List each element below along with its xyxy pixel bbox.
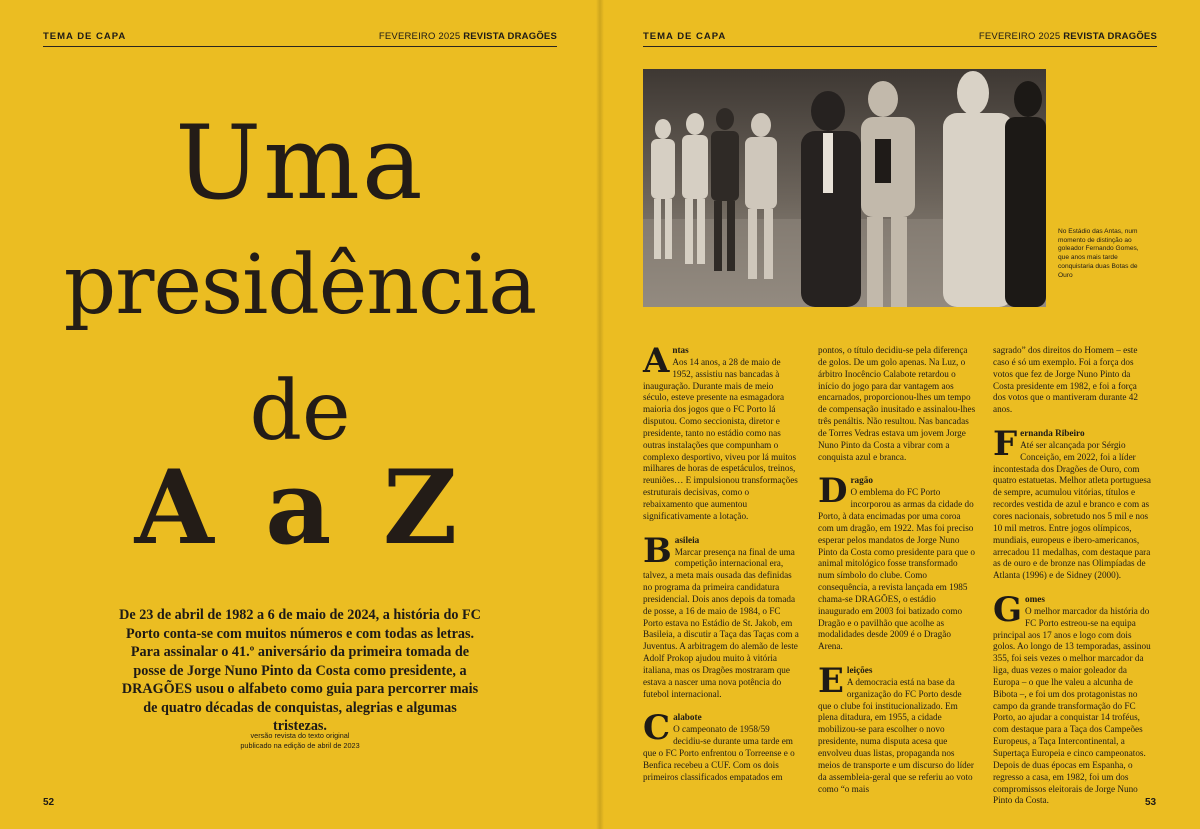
credit-line-1: versão revista do texto original (250, 731, 350, 740)
text-column-1 (643, 341, 801, 796)
section-label: TEMA DE CAPA (43, 31, 127, 42)
entry-eleicoes (818, 661, 976, 795)
title-line-3: de (249, 364, 351, 459)
entry-heading: leições (846, 665, 873, 676)
text-column-3 (993, 345, 1151, 819)
drop-cap: B (643, 530, 672, 571)
entry-eleicoes-cont (993, 345, 1151, 416)
right-running-header (643, 28, 1157, 47)
entry-text: pontos, o título decidiu-se pela diferença de golos. De um golo apenas. Na Luz, o árbitro Inocêncio Calabote retardou o início do jogo para dar vantagem aos encarnados, proporcionou-lhes um tempo de compensação inusitado e assinalou-lhes três penáltis. Não resultou. Nas bancadas de Torres Vedras estava um jovem Jorge Nuno Pinto da Costa a vibrar com a conquista azul e branca. (818, 345, 976, 462)
entry-antas (643, 341, 801, 523)
entry-text: sagrado” dos direitos do Homem – este caso é só um exemplo. Foi a força dos votos que fez de Jorge Nuno Pinto da Costa presidente em 1982, e foi a força dos votos que o mantiveram durante 42 anos. (993, 345, 1138, 415)
entry-text: Até ser alcançada por Sérgio Conceição, em 2022, foi a líder incontestada dos Dragões de Ouro, com quatro estatuetas. Melhor atleta portuguesa de sempre, acumulou vitórias, títulos e recordes vestida de azul e branco e com as cores nacionais, sobretudo nos 5 mil e nos 10 mil metros. Entre jogos olímpicos, mundiais, europeus e ibero-americanos, arrecadou 11 medalhas, com destaque para as de ouro e de bronze nas Olimpíadas de Atlanta (1996) e de Sidney (2000). (993, 439, 1151, 581)
credit-note (200, 731, 400, 751)
title-line-1: Uma (175, 104, 425, 223)
title-line-4: A a Z (134, 448, 466, 568)
drop-cap: C (643, 708, 671, 749)
entry-dragao (818, 471, 976, 653)
entry-text: A democracia está na base da organização do FC Porto desde que o clube foi institucionalizado. Em plena ditadura, em 1955, a cidade mobilizou-se para escolher o novo presidente, numa disputa acesa que envolveu duas listas, propaganda nos meios de transporte e um discurso do líder da assembleia-geral que se referiu ao voto como “o mais (818, 676, 974, 794)
entry-text: Aos 14 anos, a 28 de maio de 1952, assistiu nas bancadas à inauguração. Durante mais de meio século, esteve presente na esmagadora maioria dos jogos que o FC Porto lá disputou. Como seccionista, diretor e presidente, tanto no estádio como nas outras instalações que compunham o complexo desportivo, viveu por lá muitos milhares de horas de espetáculos, treinos, reuniões… E impulsionou transformações estruturais decisivas, como o rebaixamento que aumentou significativamente a lotação. (643, 356, 798, 521)
entry-fernanda-ribeiro (993, 424, 1151, 582)
entry-heading: alabote (673, 712, 702, 723)
entry-calabote (643, 708, 801, 783)
issue-label (979, 31, 1157, 42)
entry-calabote-cont (818, 345, 976, 463)
entry-text: O emblema do FC Porto incorporou as armas da cidade do Porto, à data encimadas por uma coroa com um dragão, em 1922. Mas foi preciso esperar pelos mandatos de Jorge Nuno Pinto da Costa como presidente para que o animal mitológico fosse transformado num símbolo do clube. Como consequência, a revista lançada em 1985 chama-se DRAGÕES, o estádio inaugurado em 2003 foi batizado como Dragão e o pavilhão que acolhe as modalidades desde 2009 é o Dragão Arena. (818, 487, 975, 652)
archive-photo (643, 69, 1046, 307)
entry-heading: ragão (850, 475, 873, 486)
entry-basileia (643, 530, 801, 701)
page-number-left: 52 (43, 797, 55, 808)
entry-gomes (993, 590, 1151, 807)
issue-date: FEVEREIRO 2025 (978, 31, 1061, 42)
left-running-header (43, 28, 557, 47)
intro-paragraph: De 23 de abril de 1982 a 6 de maio de 2024, a história do FC Porto conta-se com muitos números e com todas as letras. Para assinalar o 41.º aniversário da primeira tomada de posse de Jorge Nuno Pinto da Costa como presidente, a DRAGÕES usou o alfabeto como guia para percorrer mais de quatro décadas de conquistas, alegrias e algumas tristezas. (119, 607, 481, 734)
text-column-2 (818, 345, 976, 807)
publication-name: REVISTA DRAGÕES (463, 31, 557, 42)
page-number-right: 53 (1145, 797, 1157, 808)
title-line-2: presidência (63, 238, 537, 333)
entry-text: O melhor marcador da história do FC Porto estreou-se na equipa principal aos 17 anos e logo com dois golos. Ao longo de 13 temporadas, assinou 355, foi seis vezes o melhor marcador da liga, duas vezes o maior goleador da Europa – o que lhe valeu a alcunha de Bibota –, e foi um dos protagonistas no campo da grande transformação do FC Porto, ao ajudar a conquistar 14 troféus, com destaque para a Taça dos Campeões Europeus, a Taça Intercontinental, a Supertaça Europeia e cinco campeonatos. Depois de duas épocas em Espanha, o regresso a casa, em 1982, foi um dos compromissos eleitorais de Jorge Nuno Pinto da Costa. (993, 605, 1151, 806)
entry-heading: omes (1025, 594, 1045, 605)
entry-heading: ntas (672, 345, 689, 355)
drop-cap: E (818, 661, 844, 702)
issue-label (379, 31, 557, 42)
publication-name: REVISTA DRAGÕES (1063, 31, 1157, 42)
drop-cap: A (643, 341, 670, 381)
drop-cap: G (993, 590, 1023, 631)
entry-heading: asileia (674, 534, 700, 545)
issue-date: FEVEREIRO 2025 (378, 31, 461, 42)
entry-heading: ernanda Ribeiro (1020, 428, 1085, 439)
drop-cap: F (993, 424, 1018, 465)
credit-line-2: publicado na edição de abril de 2023 (240, 741, 360, 750)
spine-gutter (596, 0, 604, 829)
entry-text: Marcar presença na final de uma competição internacional era, talvez, a meta mais ousada das definidas no programa da primeira candidatura presidencial. Dois anos depois da tomada de posse, a 16 de maio de 1984, o FC Porto estava no Estádio de St. Jakob, em Basileia, a discutir a Taça das Taças com a Juventus. A arbitragem do alemão de leste Adolf Prokop ajudou muito à vitória italiana, mas os Dragões mostraram que estava a nascer uma nova potência do futebol internacional. (643, 546, 799, 699)
section-label: TEMA DE CAPA (643, 31, 727, 42)
entry-text: O campeonato de 1958/59 decidiu-se durante uma tarde em que o FC Porto enfrentou o Torreense e o Benfica recebeu a CUF. Com os dois primeiros classificados empatados em (643, 724, 795, 782)
drop-cap: D (818, 471, 848, 512)
photo-caption: No Estádio das Antas, num momento de distinção ao goleador Fernando Gomes, que anos mais tarde conquistaria duas Botas de Ouro (1058, 228, 1139, 279)
